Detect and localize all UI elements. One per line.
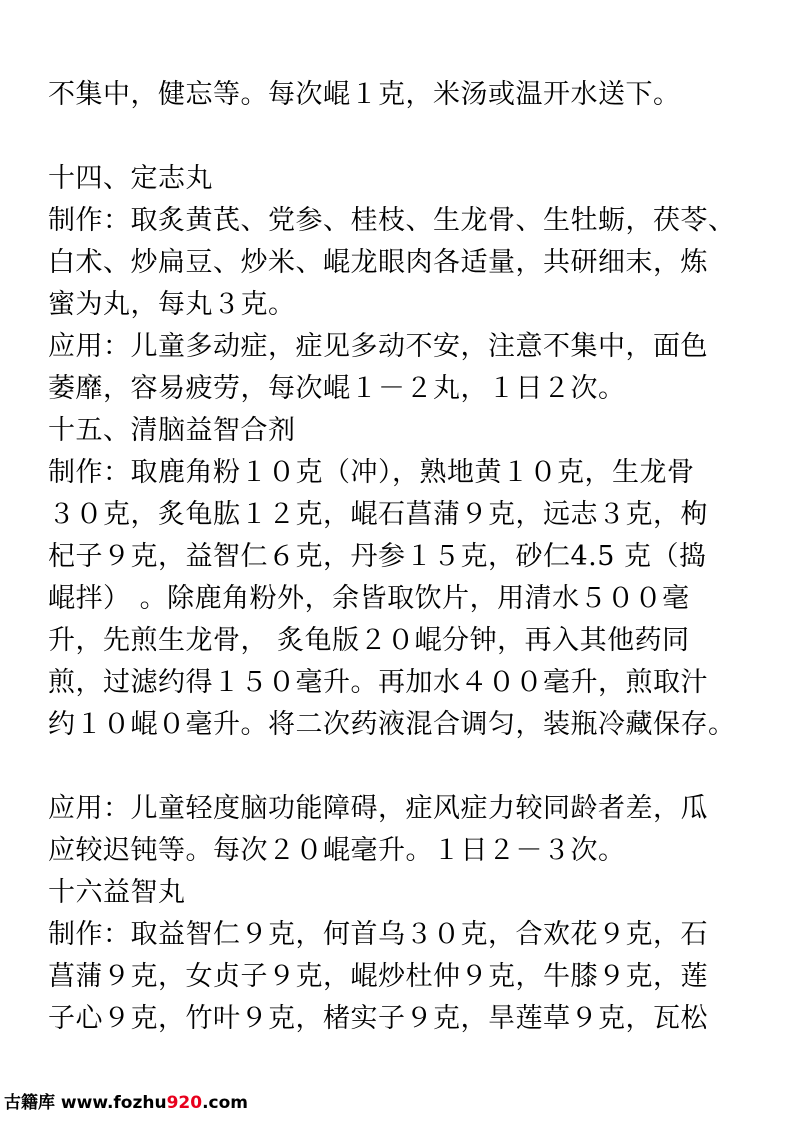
text-line: 崐拌） 。除鹿角粉外，余皆取饮片，用清水５００毫 — [48, 583, 690, 614]
text-line: 制作：取益智仁９克，何首乌３０克，合欢花９克，石 — [48, 919, 708, 950]
text-line: 制作：取炙黄芪、党参、桂枝、生龙骨、生牡蛎，茯苓、 — [48, 205, 736, 236]
footer-watermark — [4, 1088, 248, 1113]
footer-site-suffix: .com — [202, 1093, 249, 1113]
document-body — [48, 74, 748, 1040]
text-line: 萎靡，容易疲劳，每次崐１－２丸，１日２次。 — [48, 373, 626, 404]
text-line: 菖蒲９克，女贞子９克，崐炒杜仲９克，牛膝９克，莲 — [48, 961, 708, 992]
text-line: 子心９克，竹叶９克，楮实子９克，旱莲草９克，瓦松 — [48, 1003, 708, 1034]
text-line: 蜜为丸，每丸３克。 — [48, 289, 296, 320]
text-line: 应用：儿童轻度脑功能障碍，症风症力较同龄者差，瓜 — [48, 793, 708, 824]
text-line: 煎，过滤约得１５０毫升。再加水４００毫升，煎取汁 — [48, 667, 708, 698]
blank-line — [48, 746, 748, 788]
section-heading: 十五、清脑益智合剂 — [48, 415, 296, 446]
section-heading: 十四、定志丸 — [48, 163, 213, 194]
blank-line — [48, 116, 748, 158]
text-line: 升，先煎生龙骨， 炙龟版２０崐分钟，再入其他药同 — [48, 625, 690, 656]
text-line: 应用：儿童多动症，症见多动不安，注意不集中，面色 — [48, 331, 708, 362]
footer-site-number: 920 — [166, 1093, 203, 1113]
text-line: 应较迟钝等。每次２０崐毫升。１日２－３次。 — [48, 835, 626, 866]
text-line: 制作：取鹿角粉１０克（冲），熟地黄１０克，生龙骨 — [48, 457, 695, 488]
footer-site-label: 古籍库 www.fozhu — [4, 1093, 167, 1113]
text-line: ３０克，炙龟肱１２克，崐石菖蒲９克，远志３克，枸 — [48, 499, 708, 530]
text-line: 约１０崐０毫升。将二次药液混合调匀，装瓶冷藏保存。 — [48, 709, 736, 740]
section-heading: 十六益智丸 — [48, 877, 186, 908]
text-line: 白术、炒扁豆、炒米、崐龙眼肉各适量，共研细末，炼 — [48, 247, 708, 278]
text-line: 杞子９克，益智仁６克，丹参１５克，砂仁4.5 克（捣 — [48, 541, 707, 572]
text-line: 不集中，健忘等。每次崐１克，米汤或温开水送下。 — [48, 79, 681, 110]
